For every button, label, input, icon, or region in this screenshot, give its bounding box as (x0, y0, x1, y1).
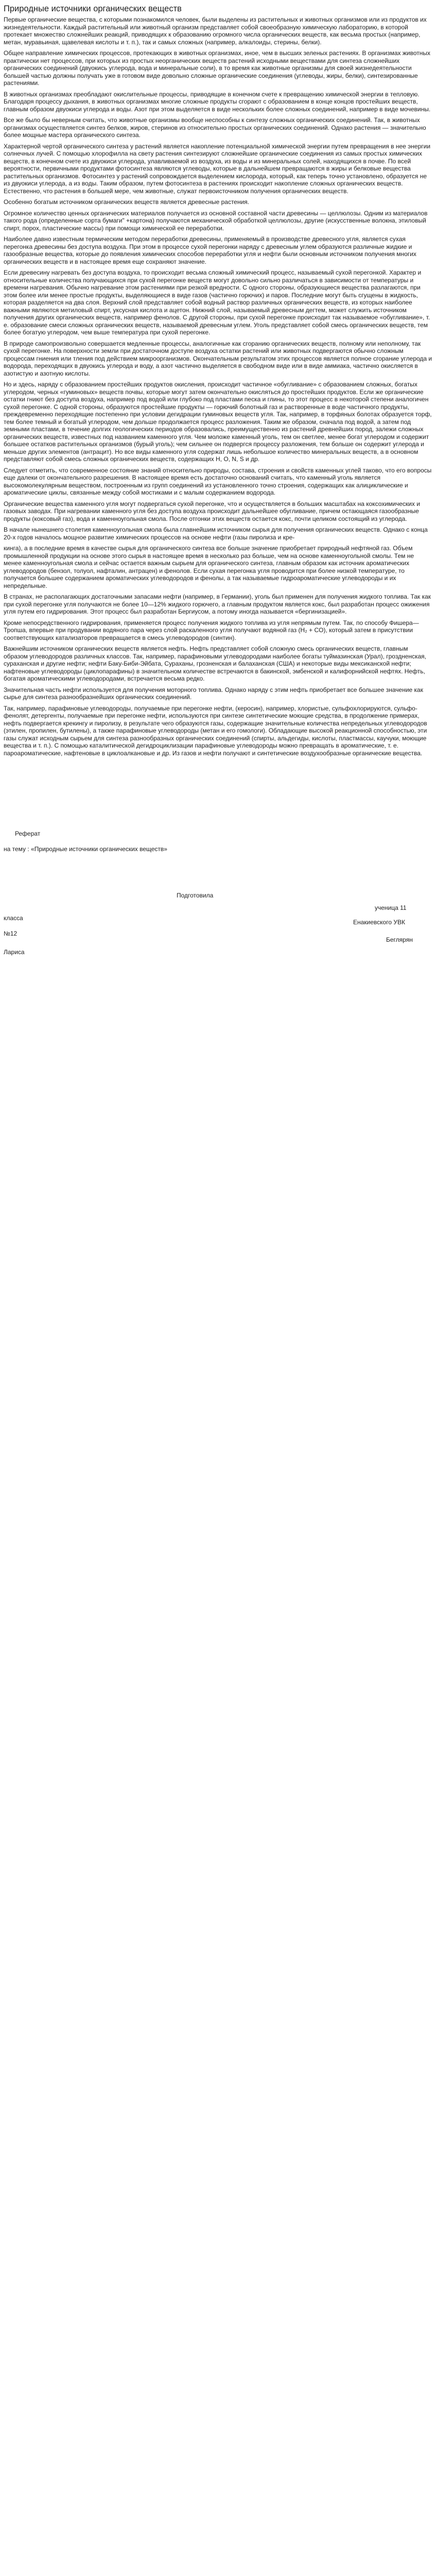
paragraph: Важнейшим источником органических веществ является нефть. Нефть представляет собой сложную смесь органических веществ, главным образом углеводородов различных классов. Так, например, парафиновыми углеводородами наиболее богаты туймазинская (Урал), гроздненская, сураханская и другие нефти; нефти Баку-Биби-Эйбата, Сураханы, грозненская и балаханская (США) и некоторые виды мексиканской нефти; нафтеновые углеводороды (циклопарафины) в значительном количестве встречаются в бакинской, эмбенской и калифорнийской нефтях. Нефть, богатая ароматическими углеводородами, встречается весьма редко. (4, 645, 427, 682)
paragraph: В странах, не располагающих достаточными запасами нефти (например, в Германии), уголь был применен для получения жидкого топлива. Так как при сухой перегонке угля получаются не более 10—12% жидкого горючего, а главным продуктом является кокс, был разработан процесс ожижения угля путем его гидрирования. Этот процесс был разработан Бергиусом, а потому иногда называется «бергинизацией». (4, 593, 431, 615)
school-number: №12 (4, 930, 18, 937)
article-body (4, 16, 432, 757)
paragraph: В начале нынешнего столетия каменноугольная смола была главнейшим источником сырья для получения органических веществ. Однако с конца 20-х годов началось мощное развитие химических процессов на основе нефти (газы пиролиза и кре- (4, 526, 428, 541)
paragraph: Первые органические вещества, с которыми познакомился человек, были выделены из растительных и животных организмов или из продуктов их жизнедеятельности. Каждый растительный или животный организм представляет собой своеобразную химическую лабораторию, в которой протекает множество сложнейших реакций, приводящих к образованию огромного числа органических веществ, как весьма простых (например, метан, муравьиная, щавелевая кислоты и т. п.), так и самых сложных (например, алкалоиды, стерины, белки). (4, 16, 427, 46)
paragraph: Следует отметить, что современное состояние знаний относительно природы, состава, строения и свойств каменных углей таково, что его вопросы еще далеки от окончательного разрешения. В настоящее время есть достаточно оснований считать, что каменный уголь является высокомолекулярным веществом, построенным из групп соединений из установленного точно строения, содержащих как алициклические и ароматические циклы, связанные между собой мостиками и с малым содержанием водорода. (4, 466, 432, 496)
report-label: Реферат (15, 830, 41, 837)
paragraph: Если древесину нагревать без доступа воздуха, то происходит весьма сложный химический процесс, называемый сухой перегонкой. Характер и относительные количества получающихся при сухой перегонке веществ могут довольно сильно различаться в зависимости от температуры и времени нагревания. Обычно нагревание этом растениями при резкой вредности. С одного стороны, образующиеся вещества разлагаются, при этом более или менее простые продукты, выделяющиеся в виде газов (частично горючих) и паров. Последние могут быть сгущены в жидкость, которая разделяется на два слоя. Верхний слой представляет собой водный раствор различных органических веществ, из которых наиболее важными являются метиловый спирт, уксусная кислота и ацетон. Нижний слой, называемый древесным дегтем, может служить источником получения других органических веществ, например фенолов. С другой стороны, при сухой перегонке происходит так называемое «обугливание», т. е. образование смеси сложных органических веществ, называемой древесным углем. Уголь представляет собой смесь органических веществ, тем более богатую углеродом, чем выше температура при сухой перегонке. (4, 269, 430, 336)
class-label: класса (4, 914, 23, 922)
paragraph: Общее направление химических процессов, протекающих в животных организмах, иное, чем в высших зеленых растениях. В организмах животных практически нет процессов, при которых из простых неорганических веществ растений исходными веществами для синтеза сложнейших органических соединений (двуокись углерода, вода и минеральные соли), в то время как животные организмы для своей жизнедеятельности большей частью должны получать уже в готовом виде довольно сложные органические соединения (углеводы, жиры, белки), синтезированные растениями. (4, 49, 431, 87)
paragraph: Наиболее давно известным термическим методом переработки древесины, применяемый в производстве древесного угля, является сухая перегонка древесины без доступа воздуха. При этом в процессе сухой перегонки наряду с древесным углем образуются различные жидкие и газообразные вещества, которые до появления химических способов переработки угля и нефти были основным источником получения многих органических веществ и в настоящее время еще сохраняют значение. (4, 235, 416, 265)
paragraph: В животных организмах преобладают окислительные процессы, приводящие в конечном счете к превращению химической энергии в тепловую. Благодаря процессу дыхания, в животных организмах многие сложные продукты сгорают с образованием в конце концов простейших веществ, главным образом двуокиси углерода и воды. Азот при этом выделяется в виде нескольких более сложных соединений, например в виде мочевины. (4, 90, 431, 113)
prepared-label: Подготовила (177, 892, 214, 899)
paragraph: В природе самопроизвольно совершается медленные процессы, аналогичные как сгоранию органических веществ, полному или неполному, так сухой перегонке. На поверхности земли при достаточном доступе воздуха остатки растений или животных подвергаются обычно сложным процессам гниения или тления под действием микроорганизмов. Окончательным результатом этих процессов является полное сгорание углерода и водорода, переходящих в двуокись углерода и воду, а азот частично выделяется в свободном виде или в виде аммиака, частично окисляется в азотистую и азотную кислоты. (4, 340, 432, 377)
paragraph: Особенно богатым источником органических веществ является древесные растения. (4, 198, 250, 206)
paragraph: Так, например, парафиновые углеводороды, получаемые при перегонке нефти, (керосин), например, хлористые, сульфохлорируются, сульфо-фенолят, детергенты, получаемые при перегонке нефти, используются при синтезе синтетические моющие средства, в продолжение примерах, нефть подвергается крекингу и пиролизу, в результате чего образуются газы, содержащие значительные количества непредельных углеводородов (этилен, пропилен, бутилены), а также парафиновые углеводороды (метан и его гомологи). Обладающие высокой реакционной способностью, эти газы служат исходным сырьем для синтеза разнообразных органических соединений (спирты, альдегиды, кислоты, пластмассы, каучуки, моющие вещества и т. п.). С помощью каталитической дегидроциклизации парафиновые углеводороды можно превращать в ароматические, т. е. пароароматические, нафтеновые в циклоалкановые и др. Из газов и нефти получают и синтетические воздухообразные органические вещества. (4, 704, 427, 757)
title-page-block (4, 772, 432, 958)
report-topic: на тему : «Природные источники органических веществ» (4, 845, 167, 853)
paragraph: Все же было бы неверным считать, что животные организмы вообще неспособны к синтезу сложных органических соединений. Так, в животных организмах осуществляется синтез белков, жиров, стеринов из относительно простых органических соединений. Однако растения — значительно более мощные мастера органического синтеза. (4, 116, 426, 139)
paragraph: Органические вещества каменного угля могут подвергаться сухой перегонке, что и осуществляется в больших масштабах на коксохимических и газовых заводах. При нагревании каменного угля без доступа воздуха происходит дальнейшее обугливание, причем остающаяся газообразные продукты (коксовый газ), вода и каменноугольная смола. После отгонки этих веществ остается кокс, почти целиком состоящий из углерода. (4, 500, 420, 522)
school-label: Енакиевского УВК (353, 919, 405, 926)
student-name: Лариса (4, 948, 25, 956)
student-surname: Беглярян (386, 936, 413, 943)
paragraph: Характерной чертой органического синтеза у растений является накопление потенциальной химической энергии путем превращения в нее энергии солнечных лучей. С помощью хлорофилла на свету растения синтезируют сложнейшие органические соединения из самых простых химических веществ, в конечном счете из двуокиси углерода, улавливаемой из воздуха, из воды и из минеральных солей, находящихся в почве. По всей вероятности, первичными продуктами фотосинтеза являются углеводы, которые в дальнейшем превращаются в жиры и белковые вещества растительных организмов. Фотосинтез у растений сопровождается выделением кислорода, который, как теперь точно установлено, образуется не из двуокиси углерода, а из воды. Таким образом, путем фотосинтеза в растениях происходит накопление сложных органических веществ. Естественно, что растения в большей мере, чем животные, служат первоисточником получения органических веществ. (4, 142, 431, 195)
page-title: Природные источники органических веществ (4, 4, 182, 13)
paragraph: Кроме непосредственного гидрирования, применяется процесс получения жидкого топлива из угля непрямым путем. Так, по способу Фишера—Тропша, впервые при продувании водяного пара через слой раскаленного угля получают водяной газ (H₂ + CO), который затем в присутствии соответствующих катализаторов превращается в смесь углеводородов (синтин). (4, 619, 419, 641)
paragraph: Огромное количество ценных органических материалов получается из основной составной части древесины — целлюлозы. Одним из материалов такого рода (определенные сорта бумаги" +картона) получаются механической обработкой целлюлозы, другие (искусственные волокна, этиловый спирт, порох, пластические массы) при помощи химической ее переработки. (4, 209, 428, 232)
paragraph: Значительная часть нефти используется для получения моторного топлива. Однако наряду с этим нефть приобретает все большее значение как сырье для синтеза разнообразнейших органических соединений. (4, 686, 423, 701)
paragraph: Но и здесь, наряду с образованием простейших продуктов окисления, происходит частичное «обугливание» с образованием сложных, богатых углеродом, черных «гуминовых» веществ почвы, которые могут затем окончательно окисляться до простейших продуктов. Если же органические остатки гниют без доступа воздуха, например под водой или глубоко под пластами песка и глины, то этот процесс в некоторой степени аналогичен сухой перегонке. С одной стороны, образуются простейшие продукты — горючий болотный газ и растворенные в воде частичного продукты, преждевременно переходящие постепенно при условии дегидрации гуминовых веществ угля. Так, например, в торфяных болотах образуется торф, тем более темный и богатый углеродом, чем дольше продолжается процесс разложения. Таким же образом, сначала под водой, а затем под земными пластами, в течение долгих геологических периодов образовались, преимущественно из растений древнейших пород, залежи сложных органических веществ, известных под названием каменного угля. Чем моложе каменный уголь, тем он светлее, менее богат углеродом и содержит большее остатков растительных организмов (бурый уголь); чем сильнее он подвергся процессу разложения, тем больше он содержит углерода и меньше других элементов (антрацит). Но все виды каменного угля содержат лишь небольшое количество минеральных веществ, а в основном представляют собой смесь сложных органических веществ, содержащих Н, О, N, S и др. (4, 381, 432, 463)
paragraph: кинга), а в последние время в качестве сырья для органического синтеза все больше значение приобретает природный нефтяной газ. Объем промышленной продукции на основе этого сырья в настоящее время в несколько раз больше, чем на основе каменноугольной смолы. Тем не менее каменноугольная смола и сейчас остается важным сырьем для органического синтеза, главным образом как источник ароматических углеводородов (бензол, толуол, нафталин, антрацен) и фенолов. Если сухая перегонка угля проводится при более низкой температуре, то получается большее содержанием ароматических углеводородов и фенолы, а так называемые гидроароматические углеводороды и их непредельные. (4, 545, 414, 589)
student-label: ученица 11 (375, 904, 407, 911)
